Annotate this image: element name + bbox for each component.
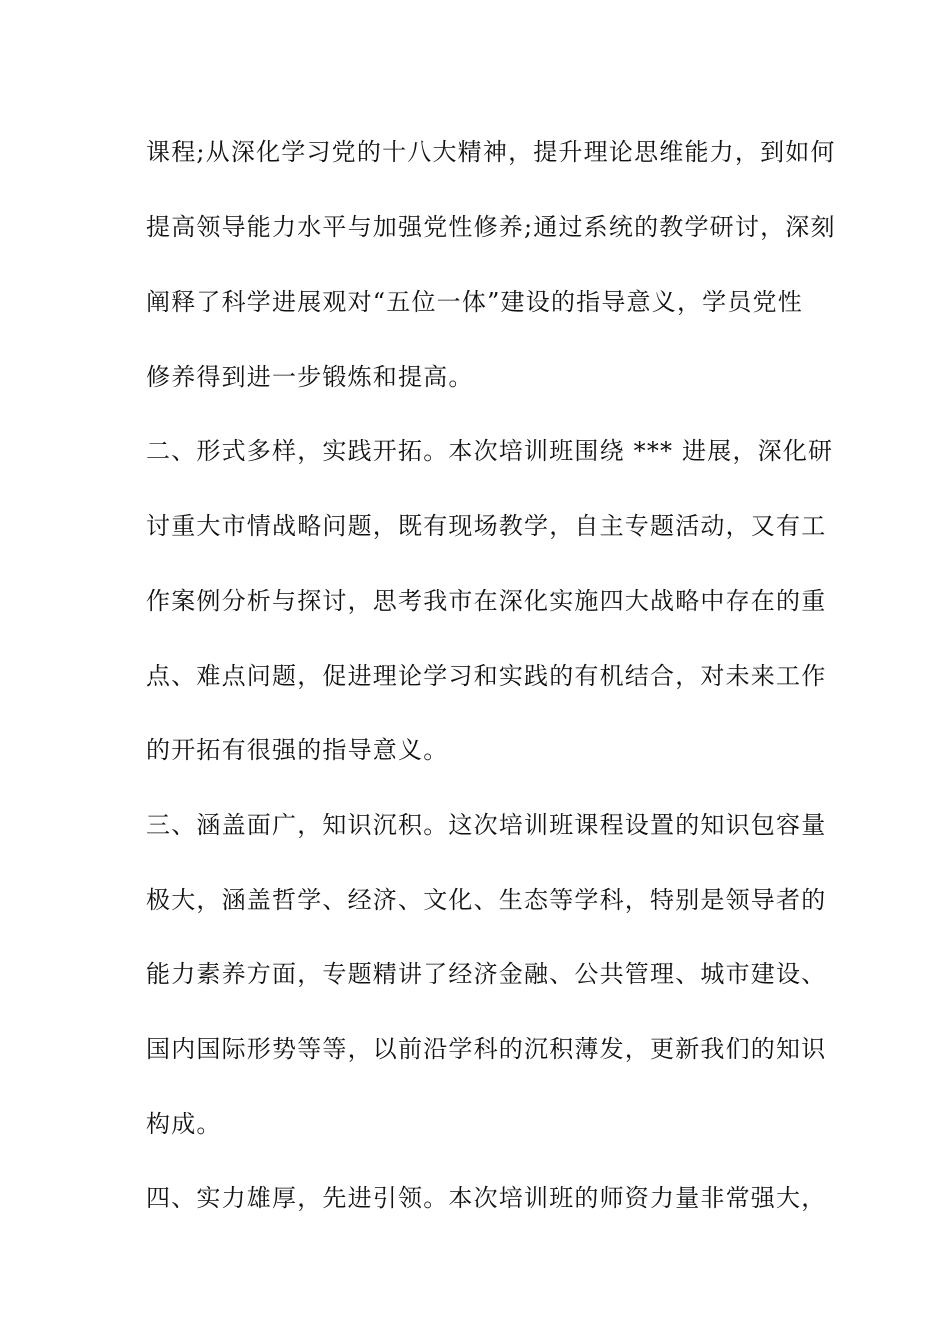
text-line: 点、难点问题，促进理论学习和实践的有机结合，对未来工作 — [146, 662, 827, 690]
text-line: 修养得到进一步锻炼和提高。 — [146, 363, 474, 391]
text-line: 讨重大市情战略问题，既有现场教学，自主专题活动，又有工 — [146, 512, 827, 540]
text-line: 的开拓有很强的指导意义。 — [146, 736, 449, 764]
text-line: 阐释了科学进展观对“五位一体”建设的指导意义，学员党性 — [146, 288, 803, 316]
section-four-heading-line: 四、实力雄厚，先进引领。本次培训班的师资力量非常强大， — [146, 1184, 827, 1212]
text-line: 提高领导能力水平与加强党性修养;通过系统的教学研讨，深刻 — [146, 213, 836, 241]
text-line: 构成。 — [146, 1110, 222, 1138]
text-line: 课程;从深化学习党的十八大精神，提升理论思维能力，到如何 — [146, 138, 836, 166]
text-line: 国内国际形势等等，以前沿学科的沉积薄发，更新我们的知识 — [146, 1035, 827, 1063]
text-line: 作案例分析与探讨，思考我市在深化实施四大战略中存在的重 — [146, 587, 827, 615]
text-line: 能力素养方面，专题精讲了经济金融、公共管理、城市建设、 — [146, 960, 827, 988]
section-three-heading-line: 三、涵盖面广，知识沉积。这次培训班课程设置的知识包容量 — [146, 811, 827, 839]
text-line: 极大，涵盖哲学、经济、文化、生态等学科，特别是领导者的 — [146, 886, 827, 914]
section-two-heading-line: 二、形式多样，实践开拓。本次培训班围绕 *** 进展，深化研 — [146, 437, 834, 465]
